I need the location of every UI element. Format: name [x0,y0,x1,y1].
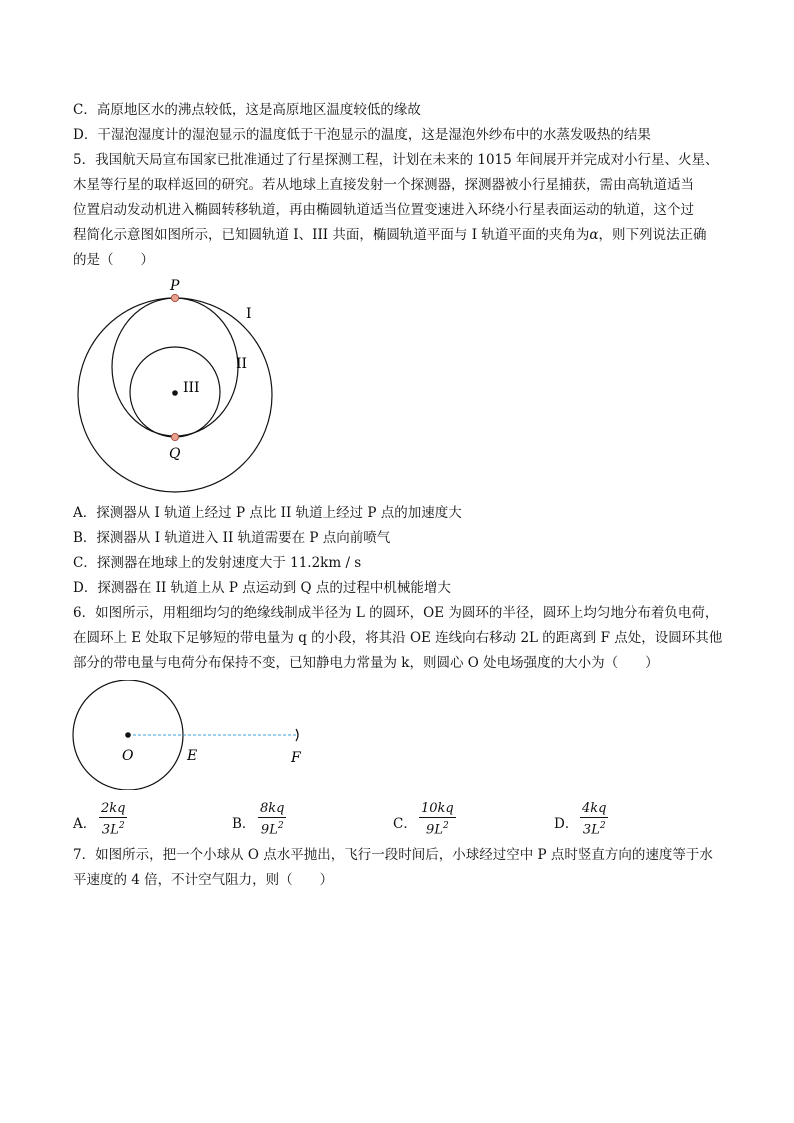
label-orbit-ii: II [236,356,248,372]
orbit-ii-ellipse [112,298,238,436]
ring-diagram [70,680,320,790]
label-orbit-i: I [246,306,252,322]
q6-option-b-fraction [258,800,286,838]
q5-option-a: A．探测器从 I 轨道上经过 P 点比 II 轨道上经过 P 点的加速度大 [73,505,462,521]
q6-option-d-fraction [580,800,608,838]
q6-option-d-denominator: 3L [582,822,600,838]
label-q: Q [169,446,181,462]
q5-stem-line4-text: 程简化示意图如图所示，已知圆轨道 I、III 共面，椭圆轨道平面与 I 轨道平面的夹角为 [73,227,590,243]
q5-option-d: D．探测器在 II 轨道上从 P 点运动到 Q 点的过程中机械能增大 [73,580,451,596]
q7-stem-line2: 平速度的 4 倍，不计空气阻力，则（ ） [73,872,334,888]
label-f: F [291,750,301,766]
q6-option-d-label: D． [554,816,579,832]
q6-option-c-denominator-wrap [419,818,456,838]
q6-option-d-exponent: 2 [599,821,606,831]
q6-option-c-numerator: 10kq [421,801,454,816]
q7-stem-line1: 7．如图所示，把一个小球从 O 点水平抛出，飞行一段时间后，小球经过空中 P 点时竖直方向的速度等于水 [73,847,713,863]
q4-option-c: C．高原地区水的沸点较低，这是高原地区温度较低的缘故 [73,102,421,118]
point-p-marker [171,294,178,301]
q6-stem-line2: 在圆环上 E 处取下足够短的带电量为 q 的小段，将其沿 OE 连线向右移动 2L 的距离到 F 点处，设圆环其他 [73,630,723,646]
q6-option-a-denominator-wrap [99,818,127,838]
q6-option-d-numerator: 4kq [582,801,607,816]
q6-option-a-exponent: 2 [118,821,125,831]
alpha-symbol: α [589,227,599,243]
q6-option-c-label: C． [393,816,417,832]
q5-stem-line4-end: ，则下列说法正确 [598,227,707,243]
q6-option-a-fraction [99,800,127,838]
q6-option-b-exponent: 2 [277,821,284,831]
q5-stem-line5: 的是（ ） [73,252,154,268]
q6-option-a-label: A． [73,816,97,832]
q6-option-a-denominator: 3L [101,822,119,838]
q6-stem-line1: 6．如图所示，用粗细均匀的绝缘线制成半径为 L 的圆环，OE 为圆环的半径，圆环上均匀地分布着负电荷， [73,605,719,621]
q5-stem-line4 [73,225,706,245]
label-e: E [187,748,198,764]
label-orbit-iii: III [183,380,200,396]
q6-option-b-numerator: 8kq [260,801,285,816]
arc-segment-f [296,729,298,741]
label-p: P [170,278,180,294]
q6-option-b-denominator: 9L [260,822,278,838]
q4-option-d: D．干湿泡湿度计的湿泡显示的温度低于干泡显示的温度，这是湿泡外纱布中的水蒸发吸热的结果 [73,127,651,143]
point-q-marker [171,433,178,440]
asteroid-center-dot [172,390,178,396]
q6-option-c-exponent: 2 [442,821,449,831]
q6-option-c-fraction [419,800,456,838]
q6-option-a-numerator: 2kq [101,801,126,816]
q5-option-c: C．探测器在地球上的发射速度大于 11.2km / s [73,555,362,571]
q5-option-b: B．探测器从 I 轨道进入 II 轨道需要在 P 点向前喷气 [73,530,391,546]
q6-option-d-denominator-wrap [580,818,608,838]
q6-option-c-denominator: 9L [426,822,443,838]
orbit-diagram [70,272,290,497]
q5-stem-line2: 木星等行星的取样返回的研究。若从地球上直接发射一个探测器，探测器被小行星捕获，需由高轨道适当 [73,177,694,193]
q6-stem-line3: 部分的带电量与电荷分布保持不变，已知静电力常量为 k，则圆心 O 处电场强度的大小为（ ） [73,655,659,671]
q5-stem-line1: 5．我国航天局宣布国家已批准通过了行星探测工程，计划在未来的 1015 年间展开并完成对小行星、火星、 [73,152,719,168]
q6-option-b-denominator-wrap [258,818,286,838]
q6-option-b-label: B． [232,816,256,832]
center-o-dot [125,732,131,738]
label-o: O [122,748,134,764]
q5-stem-line3: 位置启动发动机进入椭圆转移轨道，再由椭圆轨道适当位置变速进入环绕小行星表面运动的轨道，这个过 [73,202,694,218]
